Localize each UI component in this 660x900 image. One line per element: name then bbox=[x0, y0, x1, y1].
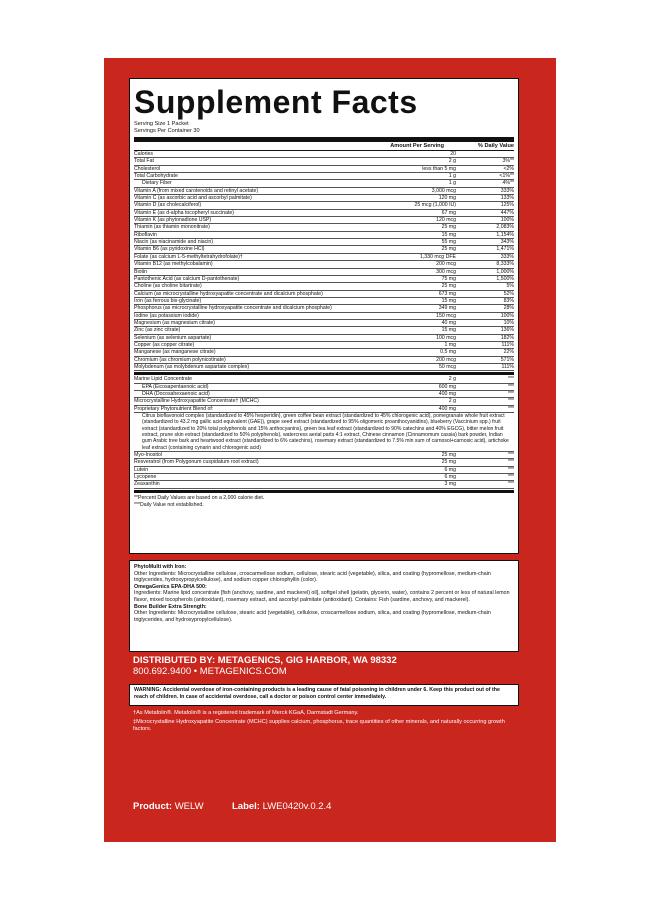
facts-row-dv: 133% bbox=[500, 195, 514, 202]
facts-row-dv: *** bbox=[507, 451, 514, 458]
facts-row-dv: 2,083% bbox=[496, 224, 514, 231]
facts-row-name: Iodine (as potassium iodide) bbox=[134, 312, 199, 319]
ingredient-section-text: Other Ingredients: Microcrystalline cellulose, stearic acid (vegetable), cellulose, croscarmellose sodium, silica, and coating (hypromellose, medium-chain triglycerides, and hydroxypropylcellulose). bbox=[134, 610, 491, 623]
product-value: WELW bbox=[174, 801, 204, 812]
facts-row-dv: 22% bbox=[503, 349, 514, 356]
facts-row-name: Myo-Inositol bbox=[134, 451, 162, 458]
facts-row-name: Proprietary Phytonutrient Blend of: bbox=[134, 405, 214, 412]
facts-row-name: Pantothenic Acid (as calcium D-pantothenate) bbox=[134, 275, 240, 282]
facts-row-dv: 343% bbox=[500, 239, 514, 246]
facts-row-amount: 600 mg bbox=[438, 383, 456, 390]
facts-row bbox=[134, 210, 514, 217]
facts-row-name: Selenium (as selenium aspartate) bbox=[134, 334, 212, 341]
facts-row-dv: 1,000% bbox=[496, 268, 514, 275]
facts-row bbox=[134, 261, 514, 268]
footnote-dv: **Percent Daily Values are based on a 2,000 calorie diet. bbox=[134, 494, 265, 501]
facts-row bbox=[134, 474, 514, 481]
facts-row-dv: 100% bbox=[500, 312, 514, 319]
facts-row-amount: 40 mg bbox=[441, 319, 456, 326]
facts-row-amount: 120 mg bbox=[438, 195, 456, 202]
facts-row-amount: 2 g bbox=[448, 398, 456, 405]
facts-row-name: Phosphorus (as microcrystalline hydroxyapatite concentrate and dicalcium phosphate) bbox=[134, 305, 332, 312]
facts-row-amount: 400 mg bbox=[438, 391, 456, 397]
amount-header: Amount Per Serving bbox=[390, 143, 444, 149]
facts-row bbox=[134, 246, 514, 253]
facts-row-dv: 10% bbox=[503, 319, 514, 326]
dv-header: % Daily Value bbox=[477, 143, 514, 149]
facts-row bbox=[134, 180, 514, 187]
facts-row-amount: 6 mg bbox=[444, 473, 456, 480]
label-label: Label: bbox=[232, 801, 260, 812]
ingredient-section-text: Ingredients: Marine lipid concentrate [fish (anchovy, sardine, and mackerel) oil], softgel shell (gelatin, glycerin, water), contains 2 percent or less of natural lemon flavor, mixed tocopherols (antioxidant), rosemary extract, and ascorbyl palmitate (antioxidant). Contains: Fish (sardine, anchovy, and mackerel). bbox=[134, 590, 510, 603]
iron-warning: WARNING: Accidental overdose of iron-containing products is a leading cause of fatal poisoning in children under 6. Keep this product out of the reach of children. In case of accidental overdose, call a doctor or poison control center immediately. bbox=[129, 684, 519, 706]
facts-row-amount: 25 mg bbox=[441, 459, 456, 466]
facts-row bbox=[134, 376, 514, 383]
blend-description: Citrus bioflavonoid complex (standardized to 45% hesperidin), green coffee bean extract (standardized to 45% chlorogenic acid), pomegranate whole fruit extract (standardized to 43.2 mg gallic acid equivalent (GAE)), grape seed extract (standardized to 95% oligomeric proanthocyanidins), blueberry (Vaccinium spp.) fruit extract (standardized to 20% total polyphenols and 15% anthocyanins), green tea leaf extract (standardized to 90% catechins and 40% EGCG), bitter melon fruit extract, prune skin extract (standardized to 50% polyphenols), watercress aerial parts 4:1 extract, Chinese cinnamon (Cinnamomum cassia) bark powder, Indian gum Arabic tree bark and heartwood extract (standardized to 6% catechins), rosemary extract (standardized to 7.5% min sum of carnosol+carnosic acid), artichoke leaf extract (containing cynarin and chlorogenic acid) bbox=[134, 413, 514, 452]
product-label: Product: bbox=[133, 801, 173, 812]
facts-row bbox=[134, 320, 514, 327]
facts-row-name: Vitamin K (as phytonadione USP) bbox=[134, 217, 212, 224]
facts-row-amount: 75 mg bbox=[441, 275, 456, 282]
facts-row bbox=[134, 224, 514, 231]
facts-row-name: Zinc (as zinc citrate) bbox=[134, 327, 181, 334]
facts-row-name: Marine Lipid Concentrate bbox=[134, 376, 192, 383]
facts-row-dv: <1%** bbox=[499, 173, 514, 180]
facts-row-name: Resveratrol (from Polygonum cuspidatum root extract) bbox=[134, 459, 259, 466]
ingredient-section-title: Bone Builder Extra Strength: bbox=[134, 603, 207, 610]
facts-row-name: EPA (Eicosapentaenoic acid) bbox=[142, 383, 209, 390]
facts-row bbox=[134, 459, 514, 466]
facts-row-name: Total Carbohydrate bbox=[134, 173, 178, 180]
facts-row-dv: 111% bbox=[501, 341, 514, 348]
facts-row bbox=[134, 195, 514, 202]
facts-row bbox=[134, 313, 514, 320]
facts-row-dv: 83% bbox=[503, 297, 514, 304]
facts-row-amount: 15 mg bbox=[441, 231, 456, 238]
facts-row bbox=[134, 335, 514, 342]
facts-row-dv: *** bbox=[507, 459, 514, 466]
serving-size: Serving Size 1 Packet bbox=[134, 121, 189, 127]
facts-row-dv: 182% bbox=[500, 334, 514, 341]
facts-row bbox=[134, 276, 514, 283]
facts-row bbox=[134, 327, 514, 334]
facts-row-amount: 200 mcg bbox=[436, 261, 456, 268]
facts-row-name: Iron (as ferrous bis-glycinate) bbox=[134, 297, 202, 304]
facts-row-dv: 125% bbox=[500, 202, 514, 209]
facts-row bbox=[134, 342, 514, 349]
facts-row-name: Dietary Fiber bbox=[142, 180, 172, 187]
ingredient-list bbox=[134, 376, 514, 413]
facts-row-name: Molybdenum (as molybdenum aspartate complex) bbox=[134, 363, 250, 370]
facts-row bbox=[134, 298, 514, 305]
ingredient-list-end bbox=[134, 452, 514, 489]
facts-row bbox=[134, 151, 514, 158]
facts-row-dv: <2% bbox=[503, 165, 514, 172]
facts-row bbox=[134, 217, 514, 224]
divider-thick bbox=[134, 137, 514, 142]
facts-row-dv: 8,333% bbox=[496, 261, 514, 268]
facts-row-dv: 5% bbox=[506, 283, 514, 290]
distributed-by: DISTRIBUTED BY: METAGENICS, GIG HARBOR, WA 98332 bbox=[133, 655, 397, 666]
ingredient-section-title: PhytoMulti with Iron: bbox=[134, 564, 187, 570]
facts-header-row bbox=[134, 143, 514, 151]
divider-medium bbox=[134, 372, 514, 375]
facts-row bbox=[134, 398, 514, 405]
facts-row-amount: 1 g bbox=[448, 180, 456, 187]
label-code bbox=[232, 801, 331, 812]
facts-row-amount: 25 mg bbox=[441, 246, 456, 253]
facts-row-amount: 100 mcg bbox=[436, 334, 456, 341]
facts-row-dv bbox=[456, 151, 514, 157]
facts-row-dv: 100% bbox=[500, 217, 514, 224]
facts-row-dv: *** bbox=[507, 398, 514, 405]
facts-row-amount: 55 mg bbox=[441, 239, 456, 246]
facts-row-amount: 200 mcg bbox=[436, 356, 456, 363]
distributor-info bbox=[133, 655, 523, 677]
facts-row-name: Thiamin (as thiamin mononitrate) bbox=[134, 224, 210, 231]
facts-row-amount: 150 mcg bbox=[436, 312, 456, 319]
facts-row-amount: 2 g bbox=[448, 376, 456, 383]
facts-row-amount: 400 mg bbox=[438, 405, 456, 412]
facts-row-amount: 1 mg bbox=[444, 341, 456, 348]
facts-row-dv: 1,154% bbox=[496, 231, 514, 238]
facts-row-name: Microcrystalline Hydroxyapatite Concentrate† (MCHC) bbox=[134, 398, 259, 405]
facts-row bbox=[134, 173, 514, 180]
facts-row-name: Riboflavin bbox=[134, 231, 157, 238]
facts-row bbox=[134, 291, 514, 298]
facts-row bbox=[134, 305, 514, 312]
facts-row-dv: *** bbox=[507, 481, 514, 488]
product-code bbox=[133, 801, 204, 812]
facts-row-name: Copper (as copper citrate) bbox=[134, 341, 195, 348]
facts-row-amount: 673 mg bbox=[438, 290, 456, 297]
facts-row-dv: 571% bbox=[500, 356, 514, 363]
supplement-facts-panel bbox=[129, 78, 519, 554]
facts-row bbox=[134, 452, 514, 459]
note-metafolin: †As Metafolin®. Metafolin® is a registered trademark of Merck KGaA, Darmstadt Germany. bbox=[133, 710, 359, 716]
contact-info: 800.692.9400 • METAGENICS.COM bbox=[133, 666, 287, 677]
facts-row-dv: 333% bbox=[500, 253, 514, 260]
facts-row-amount: 1 g bbox=[448, 173, 456, 180]
facts-row-name: Biotin bbox=[134, 268, 147, 275]
divider-medium bbox=[134, 490, 514, 493]
facts-row-name: Manganese (as manganese citrate) bbox=[134, 349, 216, 356]
facts-row-name: Zeaxanthin bbox=[134, 481, 160, 488]
facts-row-amount: 0.5 mg bbox=[440, 349, 456, 356]
facts-row bbox=[134, 239, 514, 246]
facts-row-name: Magnesium (as magnesium citrate) bbox=[134, 319, 216, 326]
other-ingredients-box bbox=[129, 560, 519, 652]
facts-row-amount: 25 mg bbox=[441, 283, 456, 290]
facts-row-amount: 15 mg bbox=[441, 297, 456, 304]
facts-row-dv: *** bbox=[507, 473, 514, 480]
facts-row-dv: 3%** bbox=[502, 158, 514, 165]
footnote-not-established: ***Daily Value not established. bbox=[134, 501, 204, 508]
facts-row bbox=[134, 357, 514, 364]
ingredient-section-title: OmegaGenics EPA-DHA 500: bbox=[134, 583, 207, 590]
facts-row-dv: *** bbox=[507, 383, 514, 390]
facts-row-name: Calcium (as microcrystalline hydroxyapatite concentrate and dicalcium phosphate) bbox=[134, 290, 323, 297]
facts-row-amount: 349 mg bbox=[438, 305, 456, 312]
facts-row-amount: 2 g bbox=[448, 158, 456, 165]
facts-row-name: Calories bbox=[134, 151, 154, 157]
facts-row-name: DHA (Docosahexaenoic acid) bbox=[142, 391, 210, 397]
facts-row-name: Vitamin B12 (as methylcobalamin) bbox=[134, 261, 213, 268]
facts-row bbox=[134, 254, 514, 261]
facts-row-name: Choline (as choline bitartrate) bbox=[134, 283, 202, 290]
facts-row-amount: 15 mg bbox=[441, 327, 456, 334]
facts-row-dv: *** bbox=[507, 391, 514, 397]
facts-row bbox=[134, 232, 514, 239]
facts-row-amount: 67 mg bbox=[441, 209, 456, 216]
facts-row-amount: 25 mg bbox=[441, 224, 456, 231]
facts-row-dv: *** bbox=[507, 405, 514, 412]
facts-row-name: Chromium (as chromium polynicotinate) bbox=[134, 356, 226, 363]
facts-row bbox=[134, 188, 514, 195]
facts-row bbox=[134, 202, 514, 209]
facts-title: Supplement Facts bbox=[134, 84, 418, 120]
facts-row-amount: 3,000 mcg bbox=[431, 187, 456, 194]
facts-row bbox=[134, 481, 514, 488]
facts-row-name: Folate (as calcium L-5-methyltetrahydrofolate)† bbox=[134, 253, 243, 260]
servings-per-container: Servings Per Container 30 bbox=[134, 128, 200, 134]
facts-row-name: Lycopene bbox=[134, 473, 157, 480]
trademark-notes bbox=[133, 710, 513, 734]
facts-row-dv: *** bbox=[507, 466, 514, 473]
facts-row-name: Vitamin A (from mixed carotenoids and retinyl acetate) bbox=[134, 187, 259, 194]
facts-row-dv: 52% bbox=[503, 290, 514, 297]
facts-row-amount: 20 bbox=[450, 151, 456, 157]
facts-row bbox=[134, 467, 514, 474]
facts-row-amount: 120 mcg bbox=[436, 217, 456, 224]
facts-row-dv: 447% bbox=[500, 209, 514, 216]
facts-row-amount: 3 mg bbox=[444, 481, 456, 488]
facts-row-name: Vitamin B6 (as pyridoxine HCl) bbox=[134, 246, 205, 253]
facts-row-name: Vitamin C (as ascorbic acid and ascorbyl palmitate) bbox=[134, 195, 252, 202]
facts-row-amount: 25 mg bbox=[441, 451, 456, 458]
facts-row-dv: 1,500% bbox=[496, 275, 514, 282]
facts-row-amount: 1,330 mcg DFE bbox=[419, 253, 456, 260]
facts-row bbox=[134, 166, 514, 173]
ingredient-section-text: Other Ingredients: Microcrystalline cellulose, croscarmellose sodium, cellulose, stearic acid (vegetable), silica, and coating (hypromellose, medium-chain triglycerides, hydroxypropylcellulose), and sodium copper chlorophyllin (color). bbox=[134, 570, 491, 584]
facts-row-dv: 4%** bbox=[502, 180, 514, 187]
facts-row bbox=[134, 364, 514, 371]
label-value: LWE0420v.0.2.4 bbox=[262, 801, 332, 812]
facts-row bbox=[134, 283, 514, 290]
facts-row-name: Vitamin E (as d-alpha tocopheryl succinate) bbox=[134, 209, 234, 216]
facts-row-amount: 300 mcg bbox=[436, 268, 456, 275]
facts-row-dv: 1,471% bbox=[496, 246, 514, 253]
facts-row bbox=[134, 391, 514, 398]
facts-row bbox=[134, 158, 514, 165]
note-mchc: ‡Microcrystalline Hydroxyapatite Concentrate (MCHC) supplies calcium, phosphorus, trace quantities of other minerals, and naturally occurring growth factors. bbox=[133, 718, 505, 732]
facts-row-amount: 50 mcg bbox=[438, 363, 456, 370]
facts-row-name: Cholesterol bbox=[134, 165, 161, 172]
facts-row-amount: 6 mg bbox=[444, 466, 456, 473]
facts-row-name: Niacin (as niacinamide and niacin) bbox=[134, 239, 214, 246]
facts-row-amount: less than 5 mg bbox=[422, 165, 456, 172]
facts-row bbox=[134, 269, 514, 276]
facts-row-name: Total Fat bbox=[134, 158, 154, 165]
facts-row bbox=[134, 406, 514, 413]
facts-row-dv: 333% bbox=[500, 187, 514, 194]
facts-row-name: Vitamin D (as cholecalciferol) bbox=[134, 202, 202, 209]
facts-row-dv: *** bbox=[507, 376, 514, 383]
facts-row-amount: 25 mcg (1,000 IU) bbox=[414, 202, 456, 209]
facts-row bbox=[134, 384, 514, 391]
facts-row-dv: 136% bbox=[500, 327, 514, 334]
nutrient-list bbox=[134, 151, 514, 371]
facts-row-dv: 111% bbox=[501, 363, 514, 370]
facts-row-name: Lutein bbox=[134, 466, 149, 473]
facts-row-dv: 28% bbox=[503, 305, 514, 312]
facts-row bbox=[134, 349, 514, 356]
